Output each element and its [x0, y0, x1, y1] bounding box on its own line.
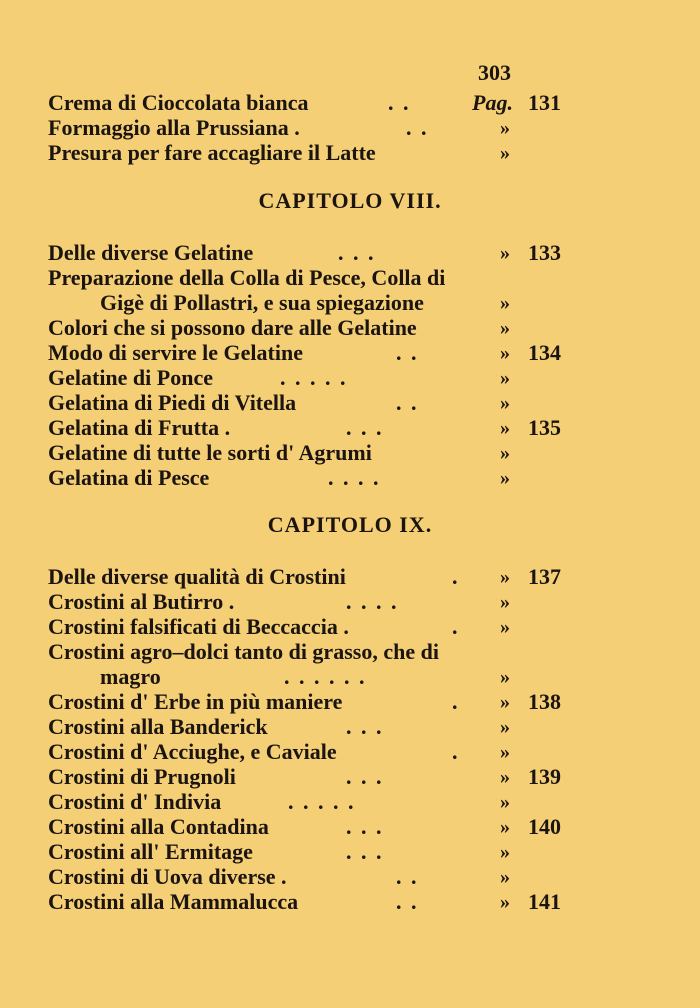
- toc-entry-title: Crostini d' Indivia: [48, 789, 222, 814]
- toc-leader-dots: . .: [396, 864, 419, 889]
- toc-entry: [48, 415, 568, 441]
- ditto-mark: »: [500, 392, 510, 414]
- toc-entry: [48, 864, 568, 890]
- toc-entry-title: Crostini alla Banderick: [48, 714, 268, 739]
- ditto-mark: »: [500, 442, 510, 464]
- ditto-mark: »: [500, 142, 510, 164]
- toc-leader-dots: . . .: [346, 714, 384, 739]
- toc-entry-title: Crostini agro–dolci tanto di grasso, che di: [48, 639, 439, 664]
- toc-entry-title: Crostini d' Erbe in più maniere: [48, 689, 343, 714]
- toc-leader-dots: . .: [388, 90, 411, 115]
- toc-leader-dots: . .: [396, 390, 419, 415]
- toc-entry-title: Crostini di Uova diverse .: [48, 864, 287, 889]
- toc-leader-dots: . . . . . .: [284, 664, 367, 689]
- ditto-mark: »: [500, 566, 510, 588]
- toc-page-ref: 137: [528, 564, 561, 589]
- toc-leader-dots: . . . .: [328, 465, 381, 490]
- toc-entry: [48, 90, 568, 116]
- toc-leader-dots: . . . . .: [280, 365, 348, 390]
- toc-leader-dots: .: [452, 739, 460, 764]
- ditto-mark: »: [500, 716, 510, 738]
- toc-entry: [48, 440, 568, 466]
- toc-entry: [48, 664, 568, 690]
- toc-entry-title: Delle diverse qualità di Crostini: [48, 564, 346, 589]
- toc-page-ref: 139: [528, 764, 561, 789]
- toc-entry: [48, 889, 568, 915]
- toc-entry: [48, 789, 568, 815]
- ditto-mark: »: [500, 816, 510, 838]
- ditto-mark: »: [500, 342, 510, 364]
- toc-entry-title: Crema di Cioccolata bianca: [48, 90, 309, 115]
- toc-entry-title: Delle diverse Gelatine: [48, 240, 254, 265]
- toc-entry-title: Gelatine di tutte le sorti d' Agrumi: [48, 440, 372, 465]
- ditto-mark: »: [500, 891, 510, 913]
- toc-entry: [48, 689, 568, 715]
- ditto-mark: »: [500, 616, 510, 638]
- toc-page-ref: 131: [528, 90, 561, 115]
- toc-entry-title: Presura per fare accagliare il Latte: [48, 140, 376, 165]
- ditto-mark: »: [500, 691, 510, 713]
- toc-leader-dots: .: [452, 564, 460, 589]
- ditto-mark: »: [500, 741, 510, 763]
- toc-entry: [48, 390, 568, 416]
- toc-page-ref: 133: [528, 240, 561, 265]
- toc-entry: [48, 365, 568, 391]
- toc-page-ref: 140: [528, 814, 561, 839]
- toc-entry-title: magro: [100, 664, 161, 689]
- toc-leader-dots: . .: [396, 340, 419, 365]
- toc-page-ref: 141: [528, 889, 561, 914]
- ditto-mark: »: [500, 591, 510, 613]
- ditto-mark: »: [500, 841, 510, 863]
- toc-entry-title: Modo di servire le Gelatine: [48, 340, 303, 365]
- ditto-mark: »: [500, 242, 510, 264]
- chapter-heading: CAPITOLO IX.: [267, 512, 433, 537]
- toc-entry-title: Crostini alla Contadina: [48, 814, 269, 839]
- toc-entry: [48, 714, 568, 740]
- toc-entry-title: Crostini all' Ermitage: [48, 839, 253, 864]
- toc-entry-title: Crostini di Prugnoli: [48, 764, 236, 789]
- toc-leader-dots: . . .: [346, 764, 384, 789]
- toc-leader-dots: . . .: [338, 240, 376, 265]
- toc-entry-title: Crostini al Butirro .: [48, 589, 235, 614]
- toc-leader-dots: .: [452, 689, 460, 714]
- toc-entry-title: Gigè di Pollastri, e sua spiegazione: [100, 290, 424, 315]
- toc-leader-dots: . . . . .: [288, 789, 356, 814]
- toc-entry: [48, 315, 568, 341]
- ditto-mark: »: [500, 791, 510, 813]
- toc-entry-title: Crostini alla Mammalucca: [48, 889, 299, 914]
- toc-leader-dots: . .: [396, 889, 419, 914]
- toc-entry: [48, 589, 568, 615]
- toc-entry: [48, 764, 568, 790]
- toc-leader-dots: .: [452, 614, 460, 639]
- ditto-mark: »: [500, 766, 510, 788]
- toc-entry: [48, 639, 568, 665]
- toc-entry-title: Gelatina di Piedi di Vitella: [48, 390, 297, 415]
- toc-entry: [48, 140, 568, 166]
- toc-entry-title: Gelatine di Ponce: [48, 365, 213, 390]
- toc-leader-dots: . . . .: [346, 589, 399, 614]
- page-number: 303: [478, 60, 511, 85]
- toc-entry: [48, 290, 568, 316]
- toc-entry: [48, 465, 568, 491]
- ditto-mark: »: [500, 666, 510, 688]
- toc-entry: [48, 340, 568, 366]
- toc-page-ref: 135: [528, 415, 561, 440]
- toc-entry: [48, 739, 568, 765]
- toc-entry: [48, 564, 568, 590]
- toc-entry: [48, 115, 568, 141]
- toc-page-ref: 138: [528, 689, 561, 714]
- ditto-mark: »: [500, 317, 510, 339]
- toc-entry: [48, 814, 568, 840]
- toc-entry-title: Preparazione della Colla di Pesce, Colla di: [48, 265, 446, 290]
- toc-leader-dots: . . .: [346, 839, 384, 864]
- ditto-mark: »: [500, 417, 510, 439]
- toc-entry: [48, 240, 568, 266]
- toc-entry-title: Gelatina di Frutta .: [48, 415, 231, 440]
- toc-entry: [48, 614, 568, 640]
- ditto-mark: »: [500, 467, 510, 489]
- toc-entry-title: Formaggio alla Prussiana .: [48, 115, 300, 140]
- toc-entry-title: Crostini falsificati di Beccaccia .: [48, 614, 349, 639]
- chapter-heading: CAPITOLO VIII.: [258, 188, 442, 213]
- pag-label: Pag.: [472, 90, 513, 115]
- toc-entry-title: Gelatina di Pesce: [48, 465, 210, 490]
- toc-entry: [48, 839, 568, 865]
- toc-entry-title: Crostini d' Acciughe, e Caviale: [48, 739, 337, 764]
- ditto-mark: »: [500, 292, 510, 314]
- toc-leader-dots: . .: [406, 115, 429, 140]
- toc-leader-dots: . . .: [346, 415, 384, 440]
- ditto-mark: »: [500, 117, 510, 139]
- toc-entry: [48, 265, 568, 291]
- toc-page-ref: 134: [528, 340, 561, 365]
- toc-leader-dots: . . .: [346, 814, 384, 839]
- toc-entry-title: Colori che si possono dare alle Gelatine: [48, 315, 417, 340]
- ditto-mark: »: [500, 367, 510, 389]
- ditto-mark: »: [500, 866, 510, 888]
